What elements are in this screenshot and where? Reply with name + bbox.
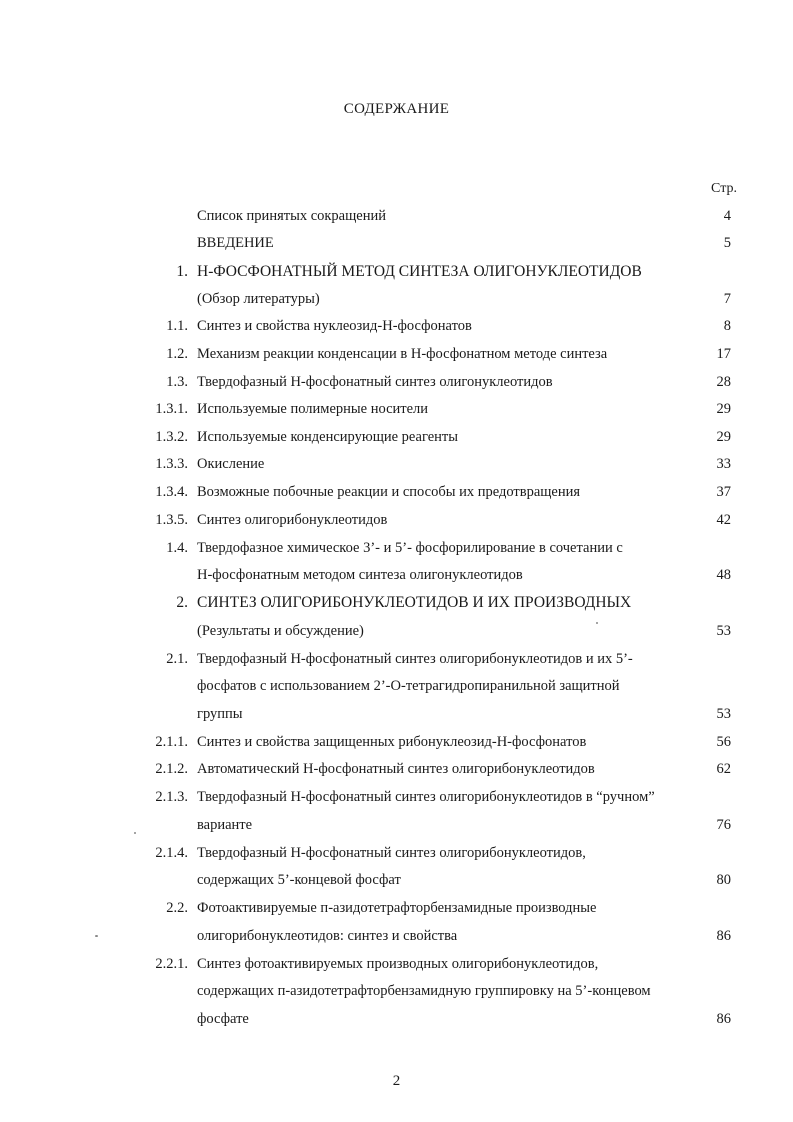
- page-column-header: Стр.: [711, 181, 737, 196]
- toc-text: Н-ФОСФОНАТНЫЙ МЕТОД СИНТЕЗА ОЛИГОНУКЛЕОТИДОВ: [197, 263, 642, 280]
- toc-line: [0, 758, 793, 780]
- toc-text: олигорибонуклеотидов: синтез и свойства: [197, 928, 458, 944]
- toc-line: [0, 564, 793, 586]
- toc-text: фосфатов с использованием 2’-О-тетрагидропиранильной защитной: [197, 678, 620, 694]
- toc-number: 2.1.2.: [155, 761, 188, 777]
- page-number: 2: [392, 1073, 401, 1089]
- toc-text: Синтез и свойства защищенных рибонуклеозид-Н-фосфонатов: [197, 734, 587, 750]
- toc-text: (Результаты и обсуждение): [197, 623, 364, 639]
- toc-text: Окисление: [197, 456, 265, 472]
- toc-number: 1.3.1.: [155, 401, 188, 417]
- toc-line: [0, 814, 793, 836]
- toc-page: 33: [716, 456, 731, 472]
- toc-text: (Обзор литературы): [197, 291, 320, 307]
- toc-text: варианте: [197, 817, 253, 833]
- toc-text: Автоматический Н-фосфонатный синтез олигорибонуклеотидов: [197, 761, 595, 777]
- toc-text: Используемые конденсирующие реагенты: [197, 429, 459, 445]
- toc-page: 4: [723, 208, 731, 224]
- toc-number: 1.2.: [166, 346, 188, 362]
- toc-line: [0, 897, 793, 919]
- toc-text: Твердофазный Н-фосфонатный синтез олигонуклеотидов: [197, 374, 553, 390]
- toc-number: 2.1.4.: [155, 845, 188, 861]
- toc-text: ВВЕДЕНИЕ: [197, 235, 274, 251]
- toc-page: 80: [716, 872, 731, 888]
- toc-text: СИНТЕЗ ОЛИГОРИБОНУКЛЕОТИДОВ И ИХ ПРОИЗВОДНЫХ: [197, 594, 632, 611]
- toc-text: фосфате: [197, 1011, 249, 1027]
- toc-text: Твердофазный Н-фосфонатный синтез олигорибонуклеотидов в “ручном”: [197, 789, 655, 805]
- toc-text: Список принятых сокращений: [197, 208, 386, 224]
- toc-line: [0, 953, 793, 975]
- toc-line: [0, 620, 793, 642]
- toc-line: [0, 509, 793, 531]
- toc-number: 2.: [176, 594, 188, 611]
- toc-number: 2.2.: [166, 900, 188, 916]
- toc-text: Фотоактивируемые п-азидотетрафторбензамидные производные: [197, 900, 597, 916]
- toc-page: 8: [723, 318, 731, 334]
- toc-page: 86: [716, 928, 731, 944]
- toc-page: 37: [716, 484, 731, 500]
- toc-text: Механизм реакции конденсации в Н-фосфонатном методе синтеза: [197, 346, 608, 362]
- toc-line: [0, 648, 793, 670]
- toc-number: 2.1.1.: [155, 734, 188, 750]
- toc-line: [0, 592, 793, 614]
- toc-number: 2.1.3.: [155, 789, 188, 805]
- scan-speck: [596, 622, 598, 624]
- toc-text: группы: [197, 706, 243, 722]
- toc-line: [0, 731, 793, 753]
- toc-text: Возможные побочные реакции и способы их предотвращения: [197, 484, 581, 500]
- toc-line: [0, 205, 793, 227]
- toc-text: Синтез фотоактивируемых производных олигорибонуклеотидов,: [197, 956, 599, 972]
- toc-line: [0, 481, 793, 503]
- toc-line: [0, 371, 793, 393]
- toc-page: 56: [716, 734, 731, 750]
- toc-line: [0, 453, 793, 475]
- toc-line: [0, 537, 793, 559]
- toc-number: 2.2.1.: [155, 956, 188, 972]
- toc-number: 1.3.2.: [155, 429, 188, 445]
- toc-text: содержащих п-азидотетрафторбензамидную группировку на 5’-концевом: [197, 983, 651, 999]
- toc-line: [0, 842, 793, 864]
- toc-number: 1.3.3.: [155, 456, 188, 472]
- toc-text: Синтез олигорибонуклеотидов: [197, 512, 388, 528]
- toc-line: [0, 925, 793, 947]
- toc-page: 29: [716, 429, 731, 445]
- toc-text: Твердофазный Н-фосфонатный синтез олигорибонуклеотидов и их 5’-: [197, 651, 633, 667]
- toc-text: Синтез и свойства нуклеозид-Н-фосфонатов: [197, 318, 472, 334]
- toc-line: [0, 343, 793, 365]
- toc-page: 5: [723, 235, 731, 251]
- toc-number: 1.1.: [166, 318, 188, 334]
- toc-line: [0, 426, 793, 448]
- toc-text: Твердофазное химическое 3’- и 5’- фосфорилирование в сочетании с: [197, 540, 623, 556]
- toc-line: [0, 261, 793, 283]
- toc-text: содержащих 5’-концевой фосфат: [197, 872, 401, 888]
- toc-number: 1.: [176, 263, 188, 280]
- toc-line: [0, 232, 793, 254]
- toc-number: 1.3.5.: [155, 512, 188, 528]
- scan-speck: [95, 935, 98, 937]
- toc-page: 29: [716, 401, 731, 417]
- toc-line: [0, 703, 793, 725]
- toc-text: Н-фосфонатным методом синтеза олигонуклеотидов: [197, 567, 523, 583]
- toc-page: 28: [716, 374, 731, 390]
- toc-page: 7: [723, 291, 731, 307]
- toc-page: 86: [716, 1011, 731, 1027]
- toc-line: [0, 786, 793, 808]
- toc-page: 17: [716, 346, 731, 362]
- toc-line: [0, 980, 793, 1002]
- toc-line: [0, 1008, 793, 1030]
- toc-number: 1.3.4.: [155, 484, 188, 500]
- toc-line: [0, 288, 793, 310]
- page-title: СОДЕРЖАНИЕ: [343, 101, 450, 117]
- toc-page: 62: [716, 761, 731, 777]
- toc-line: [0, 869, 793, 891]
- toc-page: 48: [716, 567, 731, 583]
- toc-line: [0, 675, 793, 697]
- toc-page: 42: [716, 512, 731, 528]
- toc-number: 2.1.: [166, 651, 188, 667]
- toc-number: 1.4.: [166, 540, 188, 556]
- toc-line: [0, 315, 793, 337]
- toc-text: Твердофазный Н-фосфонатный синтез олигорибонуклеотидов,: [197, 845, 586, 861]
- toc-text: Используемые полимерные носители: [197, 401, 429, 417]
- toc-page: 53: [716, 706, 731, 722]
- toc-page: 76: [716, 817, 731, 833]
- toc-number: 1.3.: [166, 374, 188, 390]
- toc-line: [0, 398, 793, 420]
- scan-speck: [134, 832, 136, 834]
- toc-page: 53: [716, 623, 731, 639]
